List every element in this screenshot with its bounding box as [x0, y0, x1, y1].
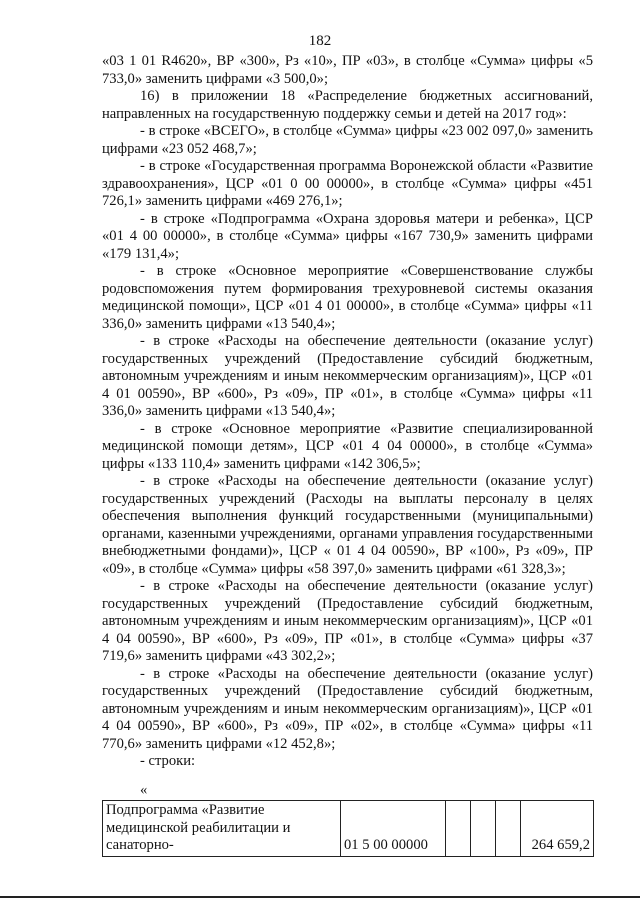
paragraph: «03 1 01 R4620», ВР «300», Рз «10», ПР «03», в столбце «Сумма» цифры «5 733,0» заменить цифрами «3 500,0»;	[102, 53, 593, 87]
paragraph: - в строке «Расходы на обеспечение деятельности (оказание услуг) государственных учреждений (Предоставление субсидий бюджетным, автономным учреждениям и иным некоммерческим организациям)», ЦСР «01 4 04 00590», ВР «600», Рз «09», ПР «02», в столбце «Сумма» цифры «11 770,6» заменить цифрами «12 452,8»;	[102, 665, 593, 752]
document-body	[102, 53, 593, 771]
paragraph: - в строке «Расходы на обеспечение деятельности (оказание услуг) государственных учреждений (Предоставление субсидий бюджетным, автономным учреждениям и иным некоммерческим организациям)», ЦСР «01 4 01 00590», ВР «600», Рз «09», ПР «01», в столбце «Сумма» цифры «11 336,0» заменить цифрами «13 540,4»;	[102, 333, 593, 419]
paragraph: 16) в приложении 18 «Распределение бюджетных ассигнований, направленных на государственную поддержку семьи и детей на 2017 год»:	[102, 88, 593, 122]
table-cell-csr: 01 5 00 00000	[341, 801, 446, 857]
table-cell-pr	[496, 801, 521, 857]
paragraph: - в строке «ВСЕГО», в столбце «Сумма» цифры «23 002 097,0» заменить цифрами «23 052 468,7»;	[102, 123, 593, 157]
paragraph: - в строке «Подпрограмма «Охрана здоровья матери и ребенка», ЦСР «01 4 00 00000», в столбце «Сумма» цифры «167 730,9» заменить цифрами «179 131,4»;	[102, 210, 593, 262]
paragraph: - в строке «Расходы на обеспечение деятельности (оказание услуг) государственных учреждений (Расходы на выплаты персоналу в целях обеспечения выполнения функций государственными (муниципальными) органами, казенными учреждениями, органами управления государственными внебюджетными фондами)», ЦСР « 01 4 04 00590», ВР «100», Рз «09», ПР «09», в столбце «Сумма» цифры «58 397,0» заменить цифрами «61 328,3»;	[102, 473, 593, 577]
budget-table	[102, 800, 594, 857]
paragraph: - строки:	[140, 753, 196, 769]
paragraph: - в строке «Расходы на обеспечение деятельности (оказание услуг) государственных учреждений (Предоставление субсидий бюджетным, автономным учреждениям и иным некоммерческим организациям)», ЦСР «01 4 04 00590», ВР «600», Рз «09», ПР «01», в столбце «Сумма» цифры «37 719,6» заменить цифрами «43 302,2»;	[102, 578, 593, 664]
paragraph: - в строке «Государственная программа Воронежской области «Развитие здравоохранения», ЦСР «01 0 00 00000», в столбце «Сумма» цифры «451 726,1» заменить цифрами «469 276,1»;	[102, 158, 593, 209]
table-row	[103, 801, 594, 857]
opening-quote-mark: «	[140, 782, 148, 798]
paragraph: - в строке «Основное мероприятие «Развитие специализированной медицинской помощи детям», ЦСР «01 4 04 00000», в столбце «Сумма» цифры «133 110,4» заменить цифрами «142 306,5»;	[102, 420, 593, 472]
table-cell-vr	[446, 801, 471, 857]
table-cell-rz	[471, 801, 496, 857]
table-cell-sum: 264 659,2	[521, 801, 594, 857]
page-bottom-divider	[0, 896, 640, 898]
table-cell-name: Подпрограмма «Развитие медицинской реабилитации и санаторно-	[103, 801, 341, 857]
paragraph: - в строке «Основное мероприятие «Совершенствование службы родовспоможения путем формирования трехуровневой системы оказания медицинской помощи», ЦСР «01 4 01 00000», в столбце «Сумма» цифры «11 336,0» заменить цифрами «13 540,4»;	[102, 263, 593, 332]
page-number: 182	[308, 33, 332, 49]
